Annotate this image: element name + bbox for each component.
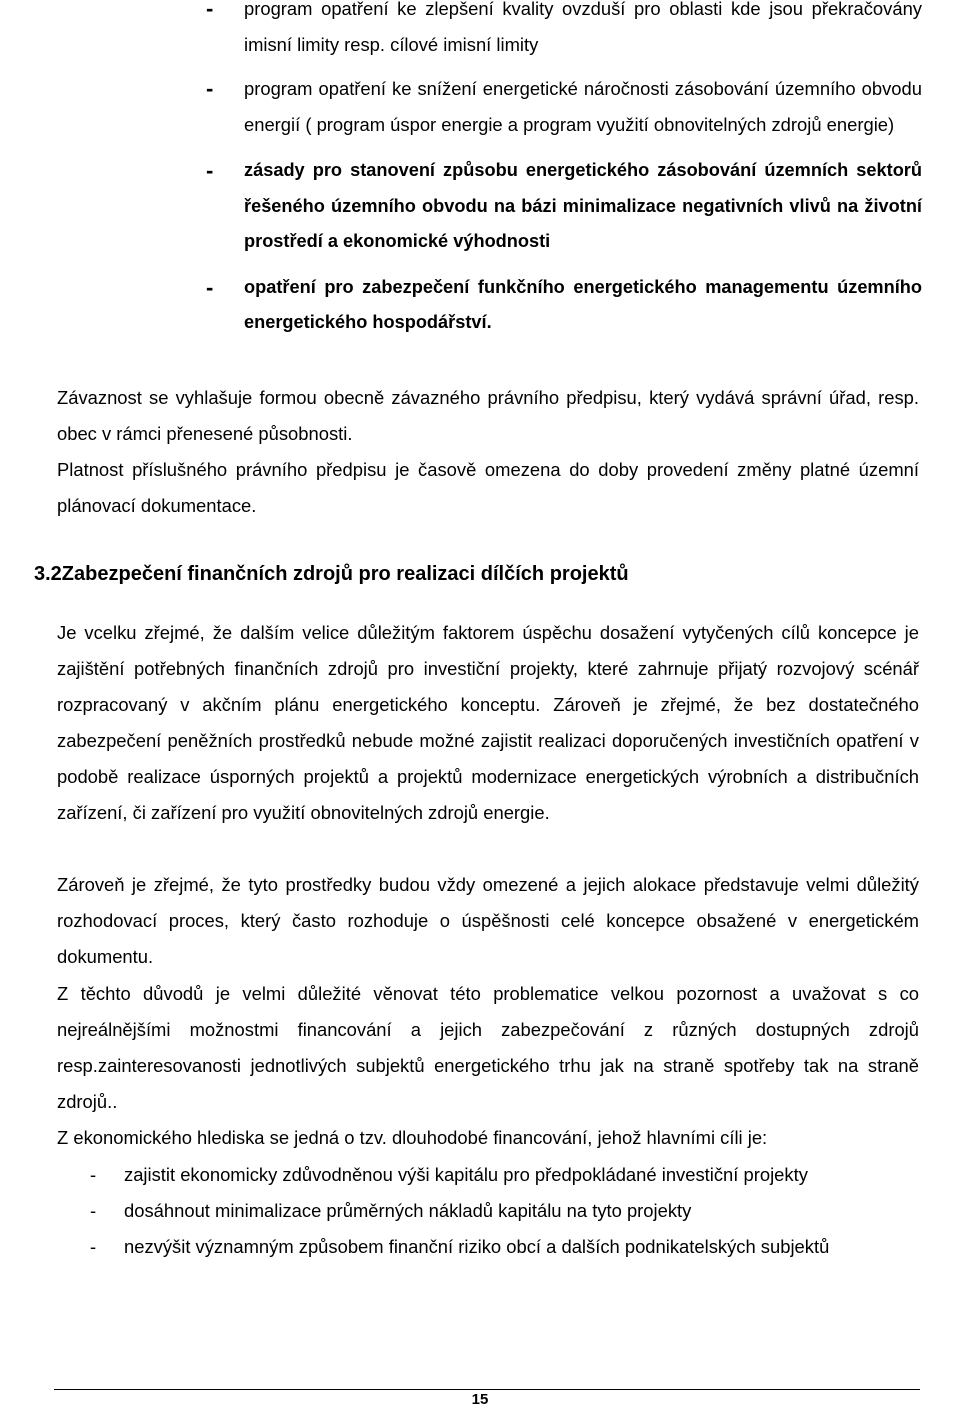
list-dash: -	[90, 1236, 97, 1257]
paragraph-platnost: Platnost příslušného právního předpisu je časově omezena do doby provedení změny platné územní plánovací dokumentace.	[57, 459, 919, 516]
list-item-text: opatření pro zabezpečení funkčního energetického managementu územního energetického hospodářství.	[244, 276, 922, 332]
list-dash: -	[90, 1164, 97, 1185]
list-dash: -	[206, 158, 214, 183]
list-item-text: nezvýšit významným způsobem finanční riziko obcí a dalších podnikatelských subjektů	[124, 1236, 830, 1257]
list-item	[90, 1157, 920, 1193]
goals-list	[90, 1157, 920, 1265]
measures-list	[206, 0, 922, 341]
page-number: 15	[471, 1391, 489, 1408]
paragraph-4: Z ekonomického hlediska se jedná o tzv. dlouhodobé financování, jehož hlavními cíli je:	[57, 1127, 768, 1148]
list-item-text: program opatření ke snížení energetické náročnosti zásobování územního obvodu energií ( program úspor energie a program využití obnovitelných zdrojů energie)	[244, 78, 922, 135]
list-item-text: dosáhnout minimalizace průměrných nákladů kapitálu na tyto projekty	[124, 1200, 692, 1221]
list-item	[206, 153, 922, 260]
paragraph-zavaznost: Závaznost se vyhlašuje formou obecně závazného právního předpisu, který vydává správní úřad, resp. obec v rámci přenesené působnosti.	[57, 387, 919, 444]
list-item	[206, 71, 922, 142]
list-item	[206, 270, 922, 341]
paragraph-3: Z těchto důvodů je velmi důležité věnovat této problematice velkou pozornost a uvažovat s co nejreálnějšími možnostmi financování a jejich zabezpečování z různých dostupných zdrojů resp.zainteresovanosti jednotlivých subjektů energetického trhu jak na straně spotřeby tak na straně zdrojů..	[57, 983, 919, 1112]
paragraph-2: Zároveň je zřejmé, že tyto prostředky budou vždy omezené a jejich alokace představuje velmi důležitý rozhodovací proces, který často rozhoduje o úspěšnosti celé koncepce obsažené v energetickém dokumentu.	[57, 874, 919, 967]
paragraph-1: Je vcelku zřejmé, že dalším velice důležitým faktorem úspěchu dosažení vytyčených cílů koncepce je zajištění potřebných finančních zdrojů pro investiční projekty, které zahrnuje přijatý rozvojový scénář rozpracovaný v akčním plánu energetického konceptu. Zároveň je zřejmé, že bez dostatečného zabezpečení peněžních prostředků nebude možné zajistit realizaci doporučených investičních opatření v podobě realizace úsporných projektů a projektů modernizace energetických výrobních a distribučních zařízení, či zařízení pro využití obnovitelných zdrojů energie.	[57, 622, 919, 823]
list-item	[206, 0, 922, 62]
list-dash: -	[90, 1200, 97, 1221]
list-item	[90, 1193, 920, 1229]
list-item-text: zajistit ekonomicky zdůvodněnou výši kapitálu pro předpokládané investiční projekty	[124, 1164, 808, 1185]
section-heading: 3.2Zabezpečení finančních zdrojů pro realizaci dílčích projektů	[34, 563, 629, 585]
footer-divider	[54, 1389, 920, 1390]
list-item-text: zásady pro stanovení způsobu energetického zásobování územních sektorů řešeného územního obvodu na bázi minimalizace negativních vlivů na životní prostředí a ekonomické výhodnosti	[244, 160, 922, 251]
list-dash: -	[206, 274, 214, 300]
list-dash: -	[206, 0, 214, 21]
list-item	[90, 1229, 920, 1265]
list-item-text: program opatření ke zlepšení kvality ovzduší pro oblasti kde jsou překračovány imisní limity resp. cílové imisní limity	[244, 0, 922, 55]
list-dash: -	[206, 76, 214, 101]
